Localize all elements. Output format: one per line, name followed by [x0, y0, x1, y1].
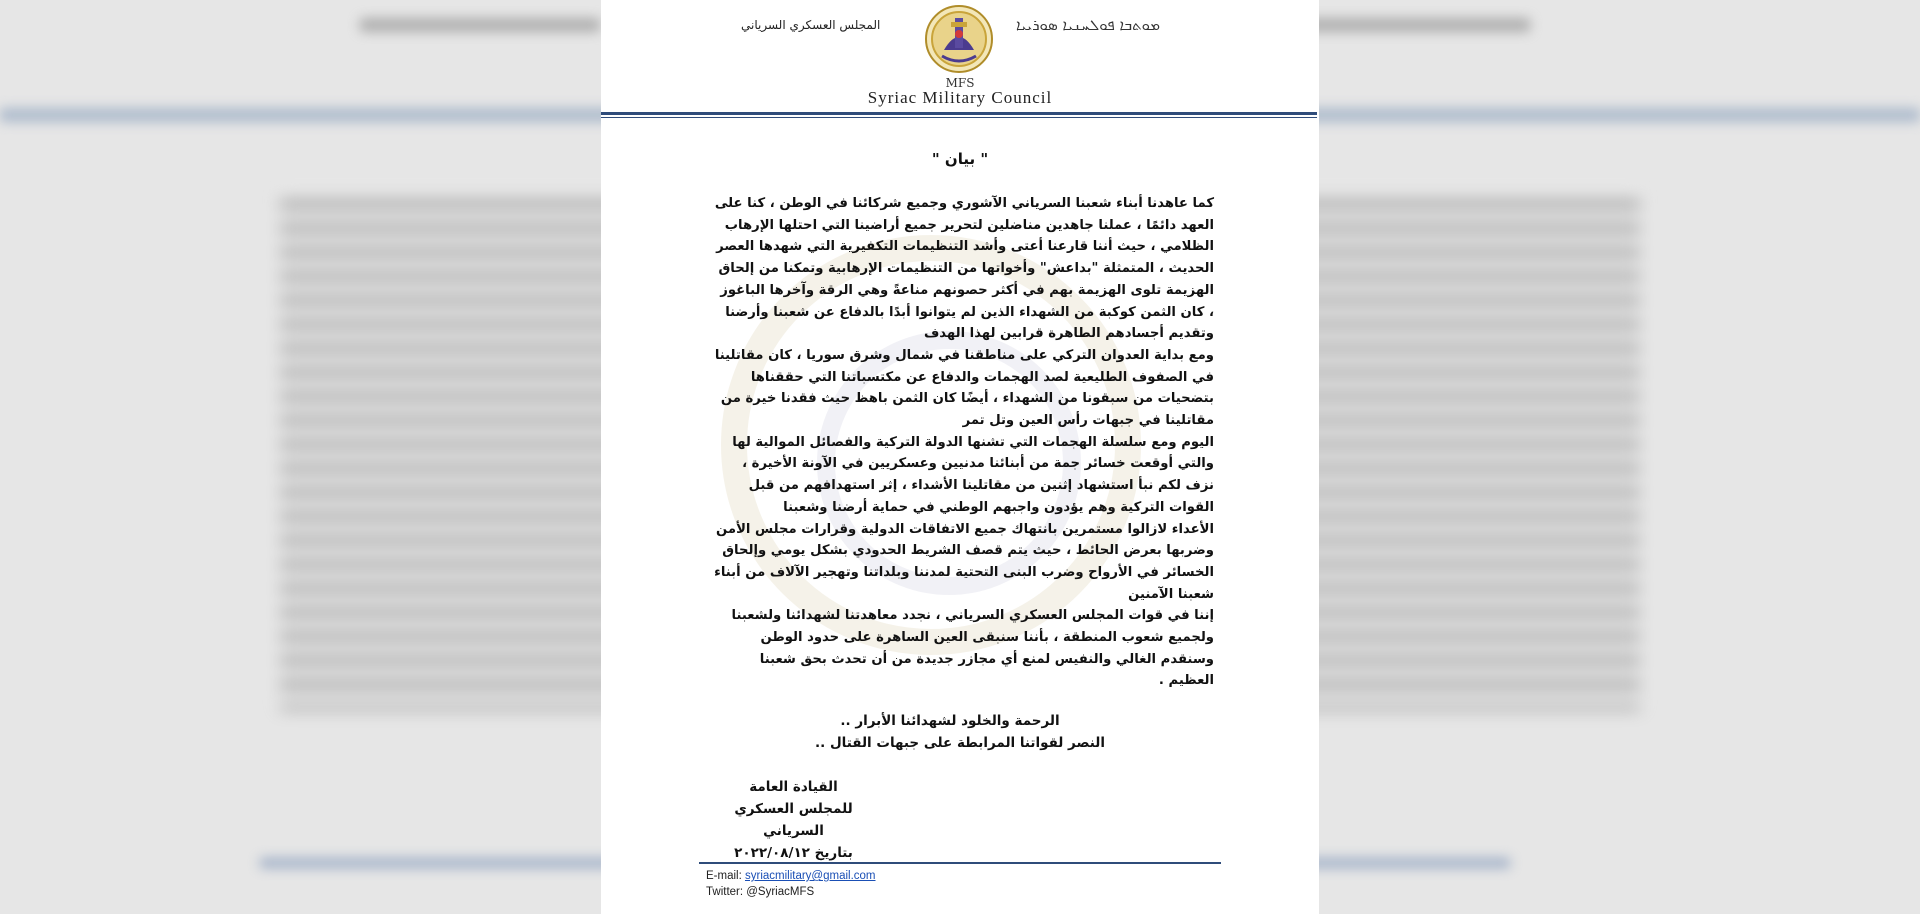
statement-title: " بيان "	[931, 150, 989, 168]
paragraph: ومع بداية العدوان التركي على مناطقنا في شمال وشرق سوريا ، كان مقاتلينا في الصفوف الطليعية لصد الهجمات والدفاع عن مكتسباتنا التي حققناها بتضحيات من سبقونا من الشهداء ، أيضًا كان الثمن باهظ حيث فقدنا خيرة من مقاتلينا في جبهات رأس العين وتل تمر	[714, 347, 1214, 429]
emblem-icon	[924, 4, 994, 74]
footer-rule	[699, 862, 1221, 864]
signature-line: القيادة العامة	[749, 779, 838, 795]
header-rule-thin	[601, 117, 1317, 118]
document-page	[601, 0, 1319, 914]
closing-line: الرحمة والخلود لشهدائنا الأبرار ..	[840, 713, 1060, 729]
paragraph: الأعداء لازالوا مستمرين بانتهاك جميع الاتفاقات الدولية وقرارات مجلس الأمن وضربها بعرض الحائط ، حيث يتم قصف الشريط الحدودي بشكل يومي وإلحاق الخسائر في الأرواح وضرب البنى التحتية لمدننا وبلداتنا وتهجير الآلاف من أبناء شعبنا الآمنين	[714, 521, 1214, 602]
header-rule	[601, 112, 1317, 115]
closing-lines	[601, 710, 1319, 754]
blurred-header-text-left	[360, 18, 600, 32]
logo-abbreviation: MFS	[945, 76, 975, 90]
closing-line: النصر لقواتنا المرابطة على جبهات القتال ..	[815, 735, 1105, 751]
blurred-header-text-right	[1300, 18, 1530, 32]
statement-body	[711, 193, 1214, 692]
signature-line: للمجلس العسكري السرياني	[734, 801, 853, 839]
letterhead	[601, 0, 1319, 118]
paragraph: اليوم ومع سلسلة الهجمات التي تشنها الدولة التركية والفصائل الموالية لها والتي أوقعت خسائر جمة من أبنائنا مدنيين وعسكريين في الآونة الأخيرة ، نزف لكم نبأ استشهاد إثنين من مقاتلينا الأشداء ، إثر استهدافهم من قبل القوات التركية وهم يؤدون واجبهم الوطني في حماية أرضنا وشعبنا	[732, 434, 1214, 515]
paragraph: كما عاهدنا أبناء شعبنا السرياني الآشوري وجميع شركائنا في الوطن ، كنا على العهد دائمًا ، عملنا جاهدين مناضلين لتحرير جميع أراضينا التي احتلها الإرهاب الظلامي ، حيث أننا قارعنا أعتى وأشد التنظيمات التكفيرية التي شهدها العصر الحديث ، المتمثلة "بداعش" وأخواتها من التنظيمات الإرهابية وتمكنا من إلحاق الهزيمة تلوى الهزيمة بهم في أكثر حصونهم مناعةً وهي الرقة وآخرها الباغوز ، كان الثمن كوكبة من الشهداء الذين لم يتوانوا أبدًا بالدفاع عن شعبنا وأرضنا وتقديم أجسادهم الطاهرة قرابين لهذا الهدف	[714, 196, 1214, 342]
paragraph: إننا في قوات المجلس العسكري السرياني ، نجدد معاهدتنا لشهدائنا ولشعبنا ولجميع شعوب المنطقة ، بأننا سنبقى العين الساهرة على حدود الوطن وسنقدم الغالي والنفيس لمنع أي مجازر جديدة من أن تحدث بحق شعبنا العظيم .	[731, 608, 1214, 689]
signature-date: بتاريخ ٢٠٢٢/٠٨/١٢	[734, 845, 853, 861]
email-label: E-mail:	[706, 870, 742, 882]
footer-contact	[706, 868, 876, 900]
letterhead-syriac-name: ܡܘܬܒܐ ܦܘܠܚܢܝܐ ܣܘܪܝܝܐ	[1016, 16, 1161, 34]
letterhead-arabic-name: المجلس العسكري السرياني	[741, 18, 881, 32]
organization-name: Syriac Military Council	[867, 88, 1053, 107]
signature-block	[706, 776, 881, 864]
twitter-handle: Twitter: @SyriacMFS	[706, 886, 815, 898]
email-link[interactable]: syriacmilitary@gmail.com	[744, 870, 876, 882]
